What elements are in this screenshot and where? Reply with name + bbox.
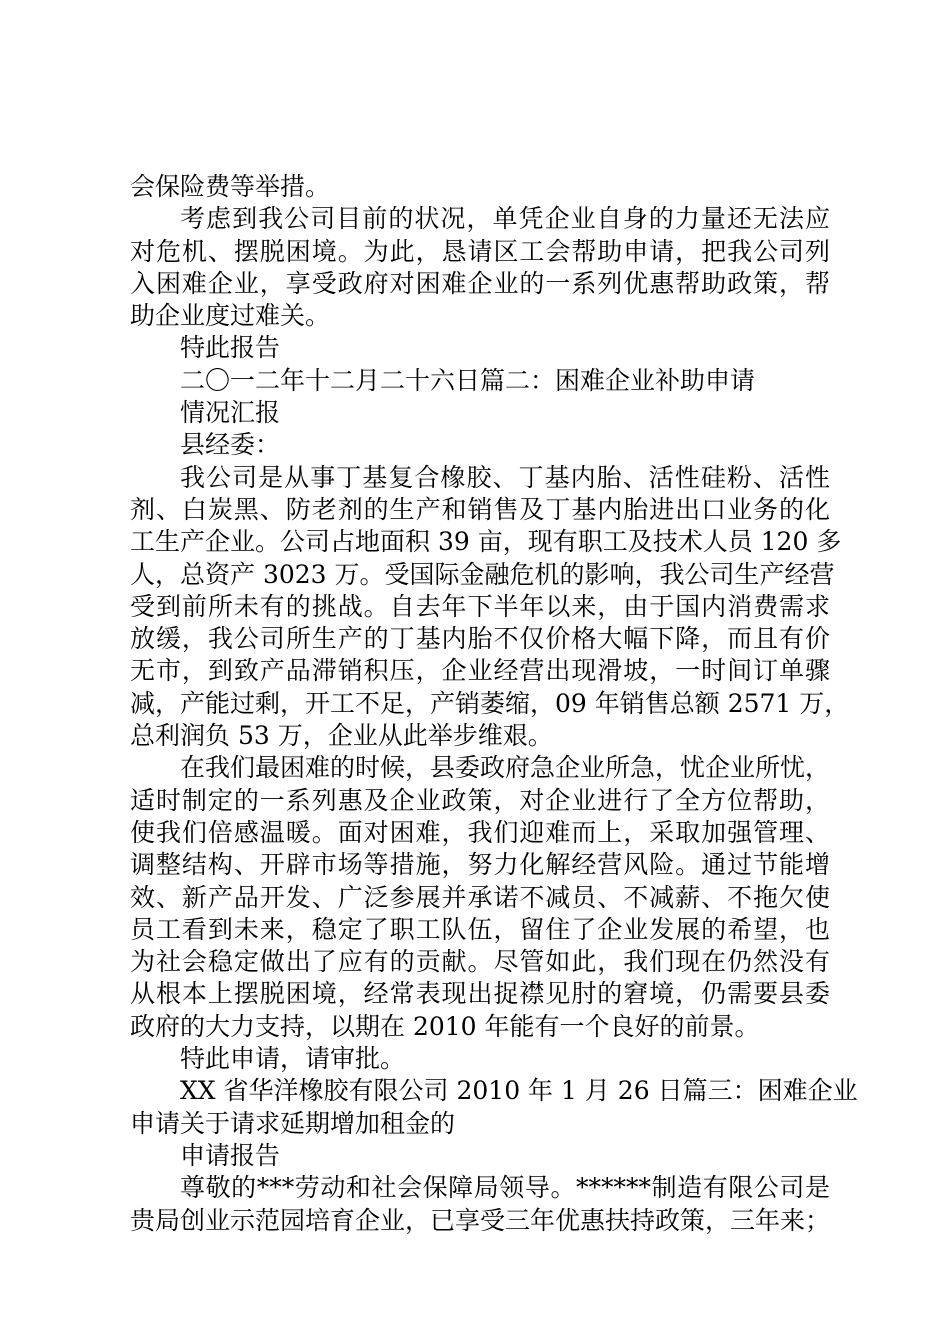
text-line: 助企业度过难关。: [130, 301, 331, 331]
text-line: 为社会稳定做出了应有的贡献。尽管如此，我们现在仍然没有: [130, 947, 830, 977]
text-line: 特此报告: [180, 333, 281, 363]
text-line: 总利润负 53 万，企业从此举步维艰。: [130, 721, 553, 751]
text-line: 考虑到我公司目前的状况，单凭企业自身的力量还无法应: [180, 204, 830, 234]
text-line: 入困难企业，享受政府对困难企业的一系列优惠帮助政策，帮: [130, 268, 830, 298]
document-body: [130, 171, 858, 1237]
text-line: 县经委：: [180, 430, 281, 460]
text-line: 情况汇报: [180, 398, 281, 428]
text-line: 人，总资产 3023 万。受国际金融危机的影响，我公司生产经营: [130, 559, 835, 589]
text-line: 在我们最困难的时候，县委政府急企业所急，忧企业所忧，: [180, 753, 831, 783]
text-line: 员工看到未来，稳定了职工队伍，留住了企业发展的希望，也: [130, 914, 830, 944]
text-line: 特此申请，请审批。: [180, 1044, 406, 1074]
text-line: 会保险费等举措。: [130, 172, 331, 201]
text-line: 尊敬的***劳动和社会保障局领导。******制造有限公司是: [180, 1173, 830, 1203]
text-line: 效、新产品开发、广泛参展并承诺不减员、不减薪、不拖欠使: [130, 882, 830, 912]
text-line: 调整结构、开辟市场等措施，努力化解经营风险。通过节能增: [130, 850, 830, 880]
text-line: 使我们倍感温暖。面对困难，我们迎难而上，采取加强管理、: [130, 817, 830, 847]
text-line: 受到前所未有的挑战。自去年下半年以来，由于国内消费需求: [130, 591, 830, 621]
text-line: 贵局创业示范园培育企业，已享受三年优惠扶持政策，三年来；: [130, 1205, 831, 1235]
text-line: 我公司是从事丁基复合橡胶、丁基内胎、活性硅粉、活性: [180, 462, 830, 492]
text-line: 无市，到致产品滞销积压，企业经营出现滑坡，一时间订单骤: [130, 656, 830, 686]
text-line: 适时制定的一系列惠及企业政策，对企业进行了全方位帮助，: [130, 785, 830, 815]
text-line: 放缓，我公司所生产的丁基内胎不仅价格大幅下降，而且有价: [130, 624, 830, 654]
text-line: 申请关于请求延期增加租金的: [130, 1108, 456, 1138]
text-line: 政府的大力支持，以期在 2010 年能有一个良好的前景。: [130, 1011, 760, 1041]
text-line: XX 省华洋橡胶有限公司 2010 年 1 月 26 日篇三：困难企业: [180, 1076, 858, 1106]
text-line: 二〇一二年十二月二十六日篇二：困难企业补助申请: [180, 365, 756, 395]
text-line: 对危机、摆脱困境。为此，恳请区工会帮助申请，把我公司列: [130, 236, 830, 266]
text-line: 减，产能过剩，开工不足，产销萎缩，09 年销售总额 2571 万，: [130, 688, 850, 718]
text-line: 剂、白炭黑、防老剂的生产和销售及丁基内胎进出口业务的化: [130, 494, 830, 524]
text-line: 工生产企业。公司占地面积 39 亩，现有职工及技术人员 120 多: [130, 527, 842, 557]
text-line: 申请报告: [180, 1140, 281, 1170]
text-line: 从根本上摆脱困境，经常表现出捉襟见肘的窘境，仍需要县委: [130, 979, 830, 1009]
